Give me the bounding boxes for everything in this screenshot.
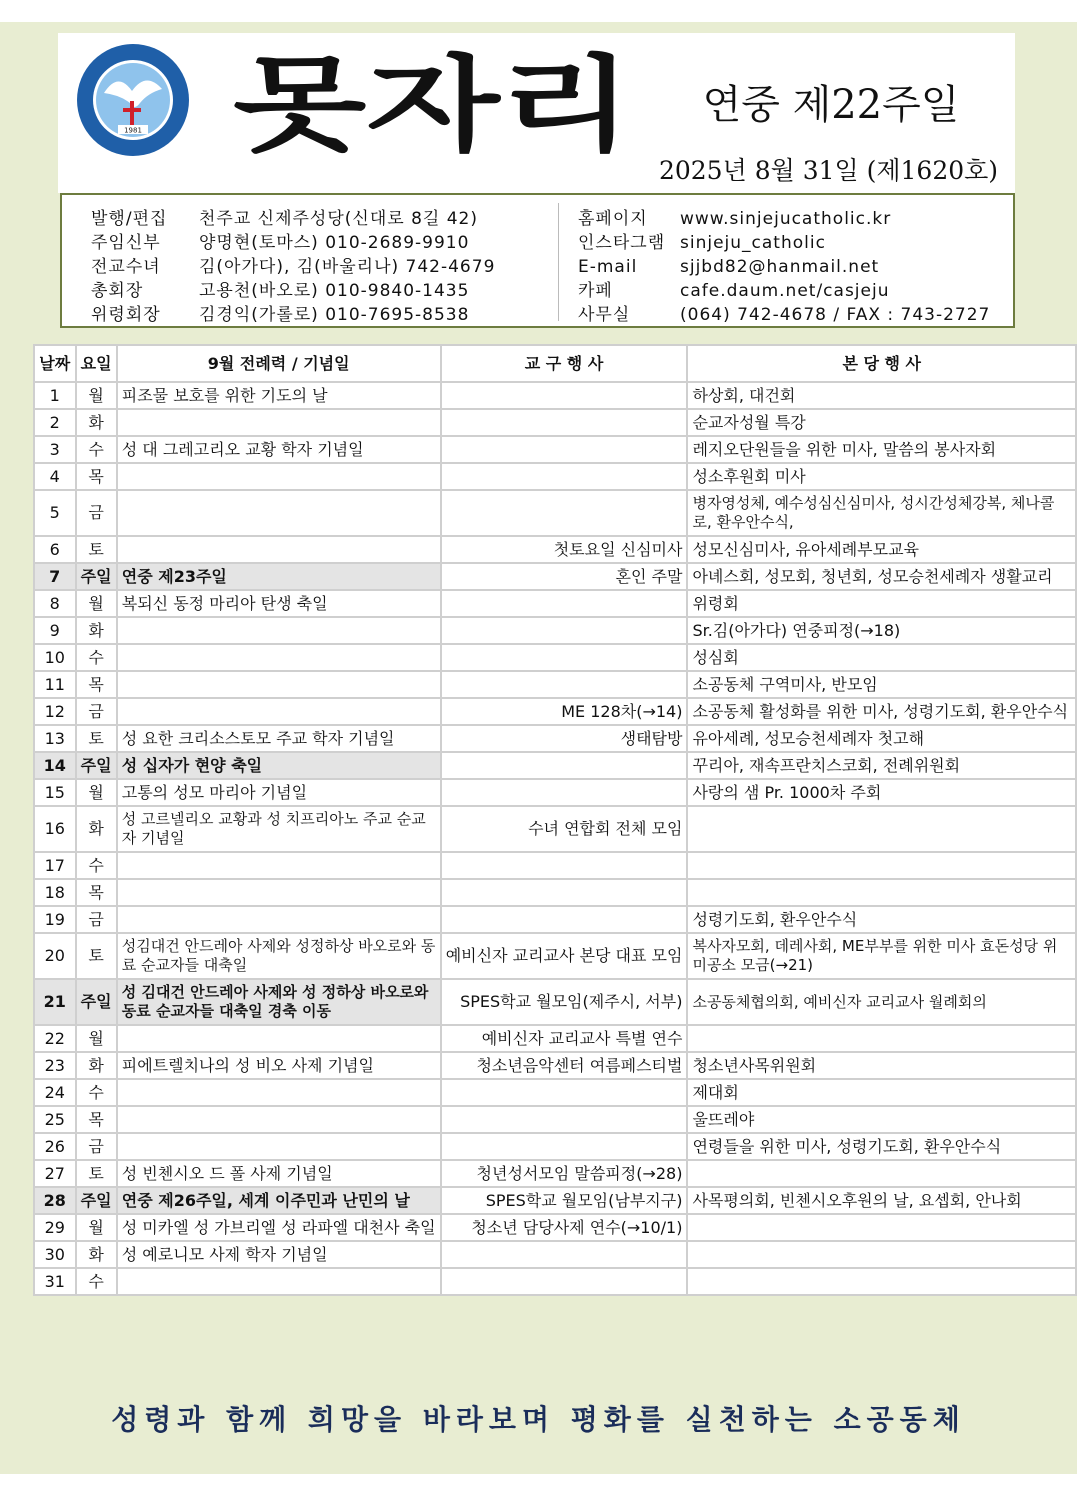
cell-day: 29 <box>34 1214 76 1241</box>
cell-day: 3 <box>34 436 76 463</box>
cell-diocese: 생태탐방 <box>441 725 688 752</box>
cell-weekday: 토 <box>76 725 117 752</box>
cell-diocese <box>441 409 688 436</box>
info-row: 홈페이지 www.sinjejucatholic.kr <box>578 209 892 229</box>
cell-weekday: 주일 <box>76 563 117 590</box>
header-liturgy: 9월 전례력 / 기념일 <box>117 345 441 382</box>
cell-diocese <box>441 852 688 879</box>
cell-liturgy <box>117 617 441 644</box>
cell-weekday: 금 <box>76 490 117 536</box>
cell-day: 31 <box>34 1268 76 1295</box>
cell-diocese: 첫토요일 신심미사 <box>441 536 688 563</box>
cell-weekday: 토 <box>76 933 117 979</box>
cell-diocese <box>441 463 688 490</box>
cell-weekday: 월 <box>76 1214 117 1241</box>
cell-parish: 성심회 <box>687 644 1076 671</box>
table-row <box>34 1052 1076 1079</box>
cell-day: 4 <box>34 463 76 490</box>
cell-day: 26 <box>34 1133 76 1160</box>
cell-diocese <box>441 752 688 779</box>
info-row: 위령회장 김경익(가롤로) 010-7695-8538 <box>91 305 470 325</box>
cell-parish: 연령들을 위한 미사, 성령기도회, 환우안수식 <box>687 1133 1076 1160</box>
cell-weekday: 목 <box>76 671 117 698</box>
cell-weekday: 월 <box>76 779 117 806</box>
cell-day: 28 <box>34 1187 76 1214</box>
table-row <box>34 490 1076 536</box>
cell-parish: 성령기도회, 환우안수식 <box>687 906 1076 933</box>
cell-day: 23 <box>34 1052 76 1079</box>
cell-diocese <box>441 1241 688 1268</box>
table-row <box>34 671 1076 698</box>
cell-day: 2 <box>34 409 76 436</box>
cell-liturgy: 피에트렐치나의 성 비오 사제 기념일 <box>117 1052 441 1079</box>
table-row <box>34 1025 1076 1052</box>
svg-text:못자리: 못자리 <box>233 43 633 161</box>
cell-parish: 성모신심미사, 유아세례부모교육 <box>687 536 1076 563</box>
table-row <box>34 752 1076 779</box>
cell-day: 6 <box>34 536 76 563</box>
cell-liturgy: 복되신 동정 마리아 탄생 축일 <box>117 590 441 617</box>
cell-liturgy <box>117 644 441 671</box>
cell-liturgy: 성 요한 크리소스토모 주교 학자 기념일 <box>117 725 441 752</box>
header-parish: 본 당 행 사 <box>687 345 1076 382</box>
cell-liturgy: 성 고르넬리오 교황과 성 치프리아노 주교 순교자 기념일 <box>117 806 441 852</box>
publisher-info <box>91 207 495 327</box>
cell-day: 1 <box>34 382 76 409</box>
table-row <box>34 644 1076 671</box>
cell-parish: 유아세례, 성모승천세례자 첫고해 <box>687 725 1076 752</box>
cell-parish: 복사자모회, 데레사회, ME부부를 위한 미사 효돈성당 위미공소 모금(→21) <box>687 933 1076 979</box>
table-row <box>34 906 1076 933</box>
cell-weekday: 금 <box>76 698 117 725</box>
header-weekday: 요일 <box>76 345 117 382</box>
cell-day: 21 <box>34 979 76 1025</box>
cell-weekday: 수 <box>76 852 117 879</box>
cell-parish: 소공동체 활성화를 위한 미사, 성령기도회, 환우안수식 <box>687 698 1076 725</box>
cell-liturgy: 피조물 보호를 위한 기도의 날 <box>117 382 441 409</box>
table-row <box>34 536 1076 563</box>
cell-weekday: 토 <box>76 1160 117 1187</box>
table-row <box>34 698 1076 725</box>
cell-weekday: 금 <box>76 906 117 933</box>
table-row <box>34 1106 1076 1133</box>
cell-weekday: 수 <box>76 436 117 463</box>
cell-weekday: 화 <box>76 1052 117 1079</box>
cell-weekday: 주일 <box>76 752 117 779</box>
cell-liturgy <box>117 1079 441 1106</box>
cell-diocese <box>441 382 688 409</box>
cell-diocese <box>441 671 688 698</box>
cell-weekday: 수 <box>76 644 117 671</box>
liturgical-sunday: 연중 제22주일 <box>702 82 960 128</box>
cell-day: 17 <box>34 852 76 879</box>
table-row <box>34 806 1076 852</box>
cell-diocese: SPES학교 월모임(제주시, 서부) <box>441 979 688 1025</box>
cell-diocese: 청소년 담당사제 연수(→10/1) <box>441 1214 688 1241</box>
cell-day: 25 <box>34 1106 76 1133</box>
cell-weekday: 수 <box>76 1079 117 1106</box>
cell-weekday: 주일 <box>76 1187 117 1214</box>
info-row: 총회장 고용천(바오로) 010-9840-1435 <box>91 281 470 301</box>
cell-parish: 병자영성체, 예수성심신심미사, 성시간성체강복, 체나콜로, 환우안수식, <box>687 490 1076 536</box>
cell-day: 10 <box>34 644 76 671</box>
cell-parish: 사랑의 샘 Pr. 1000차 주회 <box>687 779 1076 806</box>
cell-liturgy: 성 빈첸시오 드 폴 사제 기념일 <box>117 1160 441 1187</box>
table-header-row <box>34 345 1076 382</box>
table-row <box>34 590 1076 617</box>
cell-parish: 꾸리아, 재속프란치스코회, 전례위원회 <box>687 752 1076 779</box>
info-row: 카페 cafe.daum.net/casjeju <box>578 281 890 301</box>
cell-parish <box>687 1268 1076 1295</box>
cell-liturgy <box>117 852 441 879</box>
table-row <box>34 409 1076 436</box>
cell-diocese: 청년성서모임 말씀피정(→28) <box>441 1160 688 1187</box>
cell-parish <box>687 1025 1076 1052</box>
cell-weekday: 화 <box>76 1241 117 1268</box>
cell-liturgy: 성 김대건 안드레아 사제와 성 정하상 바오로와 동료 순교자들 대축일 경축 이동 <box>117 979 441 1025</box>
cell-day: 15 <box>34 779 76 806</box>
cell-weekday: 화 <box>76 617 117 644</box>
table-row <box>34 617 1076 644</box>
cell-day: 9 <box>34 617 76 644</box>
table-row <box>34 436 1076 463</box>
cell-day: 5 <box>34 490 76 536</box>
table-row <box>34 463 1076 490</box>
cell-parish: 울뜨레야 <box>687 1106 1076 1133</box>
table-row <box>34 1133 1076 1160</box>
cell-parish: 사목평의회, 빈첸시오후원의 날, 요셉회, 안나회 <box>687 1187 1076 1214</box>
cell-liturgy <box>117 879 441 906</box>
table-row <box>34 1187 1076 1214</box>
cell-day: 22 <box>34 1025 76 1052</box>
cell-day: 20 <box>34 933 76 979</box>
cell-weekday: 주일 <box>76 979 117 1025</box>
cell-parish: Sr.김(아가다) 연중피정(→18) <box>687 617 1076 644</box>
september-calendar-table <box>33 344 1077 1296</box>
cell-day: 19 <box>34 906 76 933</box>
cell-parish <box>687 1214 1076 1241</box>
homepage-link[interactable]: www.sinjejucatholic.kr <box>680 209 892 229</box>
cell-day: 27 <box>34 1160 76 1187</box>
cell-diocese <box>441 906 688 933</box>
cell-weekday: 월 <box>76 590 117 617</box>
cell-liturgy <box>117 536 441 563</box>
contact-info-box <box>60 193 1015 328</box>
cell-weekday: 목 <box>76 463 117 490</box>
cell-liturgy: 성 대 그레고리오 교황 학자 기념일 <box>117 436 441 463</box>
cell-diocese <box>441 617 688 644</box>
cell-diocese <box>441 1268 688 1295</box>
table-row <box>34 382 1076 409</box>
table-row <box>34 1241 1076 1268</box>
cell-parish <box>687 879 1076 906</box>
cell-diocese: 청소년음악센터 여름페스티벌 <box>441 1052 688 1079</box>
cell-liturgy <box>117 1106 441 1133</box>
issue-date: 2025년 8월 31일 (제1620호) <box>658 156 999 185</box>
table-row <box>34 979 1076 1025</box>
cell-weekday: 금 <box>76 1133 117 1160</box>
cell-liturgy <box>117 409 441 436</box>
masthead-title <box>223 41 643 161</box>
table-row <box>34 1160 1076 1187</box>
cell-liturgy: 성김대건 안드레아 사제와 성정하상 바오로와 동료 순교자들 대축일 <box>117 933 441 979</box>
cell-parish: 위령회 <box>687 590 1076 617</box>
cell-liturgy: 성 십자가 현양 축일 <box>117 752 441 779</box>
cell-diocese <box>441 436 688 463</box>
cell-liturgy: 성 미카엘 성 가브리엘 성 라파엘 대천사 축일 <box>117 1214 441 1241</box>
cell-liturgy <box>117 698 441 725</box>
cell-liturgy <box>117 906 441 933</box>
cell-day: 12 <box>34 698 76 725</box>
cell-day: 11 <box>34 671 76 698</box>
cell-day: 16 <box>34 806 76 852</box>
table-row <box>34 779 1076 806</box>
cell-weekday: 토 <box>76 536 117 563</box>
cell-liturgy: 고통의 성모 마리아 기념일 <box>117 779 441 806</box>
table-row <box>34 1268 1076 1295</box>
cell-day: 24 <box>34 1079 76 1106</box>
instagram-handle[interactable]: sinjeju_catholic <box>680 233 826 253</box>
masthead-panel <box>58 33 1015 193</box>
cell-liturgy <box>117 1268 441 1295</box>
cell-diocese <box>441 590 688 617</box>
cell-diocese: SPES학교 월모임(남부지구) <box>441 1187 688 1214</box>
header-diocese: 교 구 행 사 <box>441 345 688 382</box>
table-row <box>34 852 1076 879</box>
cell-diocese: 혼인 주말 <box>441 563 688 590</box>
contact-links <box>578 207 990 327</box>
info-row: 주임신부 양명현(토마스) 010-2689-9910 <box>91 233 470 253</box>
cell-parish: 레지오단원들을 위한 미사, 말씀의 봉사자회 <box>687 436 1076 463</box>
cell-parish: 하상회, 대건회 <box>687 382 1076 409</box>
cell-parish: 소공동체 구역미사, 반모임 <box>687 671 1076 698</box>
cell-diocese: 예비신자 교리교사 특별 연수 <box>441 1025 688 1052</box>
info-row: 인스타그램 sinjeju_catholic <box>578 233 826 253</box>
cell-liturgy <box>117 463 441 490</box>
cell-diocese <box>441 879 688 906</box>
cell-diocese: 예비신자 교리교사 본당 대표 모임 <box>441 933 688 979</box>
table-row <box>34 563 1076 590</box>
cell-day: 18 <box>34 879 76 906</box>
cell-day: 7 <box>34 563 76 590</box>
cell-parish: 아녜스회, 성모회, 청년회, 성모승천세례자 생활교리 <box>687 563 1076 590</box>
info-row: E-mail sjjbd82@hanmail.net <box>578 257 880 277</box>
email-link[interactable]: sjjbd82@hanmail.net <box>680 257 880 277</box>
cell-day: 8 <box>34 590 76 617</box>
cell-weekday: 화 <box>76 806 117 852</box>
cell-weekday: 목 <box>76 1106 117 1133</box>
cell-weekday: 월 <box>76 1025 117 1052</box>
cell-parish <box>687 806 1076 852</box>
cell-parish <box>687 1160 1076 1187</box>
cell-weekday: 목 <box>76 879 117 906</box>
header-day: 날짜 <box>34 345 76 382</box>
cell-parish <box>687 852 1076 879</box>
info-row: 사무실 (064) 742-4678 / FAX : 743-2727 <box>578 305 991 325</box>
cell-parish: 소공동체협의회, 예비신자 교리교사 월례회의 <box>687 979 1076 1025</box>
cell-liturgy <box>117 490 441 536</box>
cell-parish <box>687 1241 1076 1268</box>
parish-slogan: 성령과 함께 희망을 바라보며 평화를 실천하는 소공동체 <box>111 1403 966 1436</box>
info-row: 발행/편집 천주교 신제주성당(신대로 8길 42) <box>91 209 478 229</box>
cell-diocese <box>441 1133 688 1160</box>
cell-liturgy <box>117 1025 441 1052</box>
cell-parish: 순교자성월 특강 <box>687 409 1076 436</box>
cell-liturgy: 연중 제23주일 <box>117 563 441 590</box>
cafe-link[interactable]: cafe.daum.net/casjeju <box>680 281 890 301</box>
info-row: 전교수녀 김(아가다), 김(바울리나) 742-4679 <box>91 257 496 277</box>
cell-diocese <box>441 779 688 806</box>
cell-day: 13 <box>34 725 76 752</box>
table-row <box>34 933 1076 979</box>
svg-text:1981: 1981 <box>124 126 142 135</box>
cell-diocese <box>441 1106 688 1133</box>
cell-diocese: ME 128차(→14) <box>441 698 688 725</box>
info-divider <box>558 203 559 321</box>
cell-liturgy: 연중 제26주일, 세계 이주민과 난민의 날 <box>117 1187 441 1214</box>
parish-seal-logo <box>74 41 192 159</box>
table-row <box>34 1079 1076 1106</box>
cell-diocese <box>441 490 688 536</box>
table-row <box>34 879 1076 906</box>
cell-day: 14 <box>34 752 76 779</box>
cell-diocese <box>441 644 688 671</box>
cell-liturgy: 성 예로니모 사제 학자 기념일 <box>117 1241 441 1268</box>
cell-liturgy <box>117 671 441 698</box>
cell-parish: 청소년사목위원회 <box>687 1052 1076 1079</box>
cell-liturgy <box>117 1133 441 1160</box>
cell-weekday: 수 <box>76 1268 117 1295</box>
cell-diocese <box>441 1079 688 1106</box>
cell-day: 30 <box>34 1241 76 1268</box>
cell-diocese: 수녀 연합회 전체 모임 <box>441 806 688 852</box>
cell-weekday: 화 <box>76 409 117 436</box>
cell-parish: 제대회 <box>687 1079 1076 1106</box>
table-row <box>34 1214 1076 1241</box>
cell-parish: 성소후원회 미사 <box>687 463 1076 490</box>
cell-weekday: 월 <box>76 382 117 409</box>
table-row <box>34 725 1076 752</box>
